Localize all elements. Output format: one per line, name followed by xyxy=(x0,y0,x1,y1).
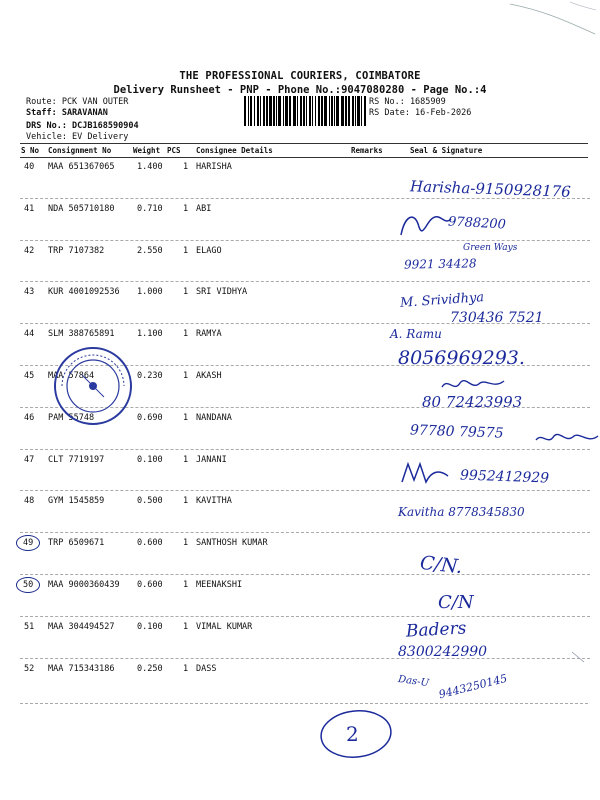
handwriting-row44-name: A. Ramu xyxy=(390,327,442,341)
barcode-bar xyxy=(300,96,302,126)
table-row xyxy=(0,622,600,662)
row-consignment-no: MAA 304494527 xyxy=(48,622,115,632)
row-consignment-no: CLT 7719197 xyxy=(48,455,105,465)
table-row xyxy=(0,664,600,704)
handwriting-row49: C/N. xyxy=(418,551,464,579)
table-row xyxy=(0,204,600,244)
row-consignment-no: MAA 651367065 xyxy=(48,162,115,172)
row-separator xyxy=(20,574,590,575)
barcode-bar xyxy=(324,96,327,126)
route-label: Route: PCK VAN OUTER xyxy=(26,97,129,107)
row-consignee: MEENAKSHI xyxy=(196,580,243,590)
handwriting-row45-phone: 80 72423993 xyxy=(422,393,523,411)
runsheet-subtitle: Delivery Runsheet - PNP - Phone No.:9047080280 - Page No.:4 xyxy=(113,84,487,96)
row-consignee: VIMAL KUMAR xyxy=(196,622,253,632)
barcode-bar xyxy=(283,96,284,126)
col-consignee: Consignee Details xyxy=(196,146,273,155)
barcode-bar xyxy=(278,96,281,126)
row-sno: 45 xyxy=(24,371,35,381)
row-sno: 51 xyxy=(24,622,35,632)
row-weight: 1.100 xyxy=(137,329,163,339)
barcode-bar xyxy=(285,96,288,126)
handwriting-row51-phone: 8300242990 xyxy=(398,644,488,660)
row-separator xyxy=(20,532,590,533)
row-consignee: SANTHOSH KUMAR xyxy=(196,538,268,548)
handwriting-row41-phone: 9788200 xyxy=(447,214,507,233)
row-consignment-no: TRP 7107382 xyxy=(48,246,105,256)
header-bottom-rule xyxy=(20,157,588,158)
row-weight: 0.600 xyxy=(137,580,163,590)
row-sno: 50 xyxy=(16,577,40,593)
barcode-bar xyxy=(334,96,335,126)
barcode-bar xyxy=(257,96,259,126)
row-pcs: 1 xyxy=(183,413,189,423)
row-pcs: 1 xyxy=(183,496,189,506)
barcode-bar xyxy=(244,96,246,126)
row-consignee: NANDANA xyxy=(196,413,232,423)
signature-row41 xyxy=(395,205,455,245)
row-pcs: 1 xyxy=(183,204,189,214)
barcode-bar xyxy=(273,96,275,126)
barcode-bar xyxy=(263,96,265,126)
col-consignment: Consignment No xyxy=(48,146,112,155)
table-row xyxy=(0,538,600,578)
row-separator xyxy=(20,449,590,450)
barcode-bar xyxy=(352,96,354,126)
pen-tick-right xyxy=(570,648,590,668)
barcode-bar xyxy=(269,96,272,126)
row-weight: 1.000 xyxy=(137,287,163,297)
barcode-bar xyxy=(315,96,316,126)
signature-row47 xyxy=(398,460,458,486)
barcode-bar xyxy=(260,96,261,126)
row-pcs: 1 xyxy=(183,538,189,548)
table-row xyxy=(0,580,600,620)
row-consignment-no: SLM 388765891 xyxy=(48,329,115,339)
barcode-bar xyxy=(321,96,323,126)
handwriting-row41-note: Green Ways xyxy=(463,243,518,253)
barcode-bar xyxy=(303,96,305,126)
row-weight: 0.600 xyxy=(137,538,163,548)
row-sno: 43 xyxy=(24,287,35,297)
barcode-bar xyxy=(364,96,366,126)
handwriting-row52-phone: 9443250145 xyxy=(437,671,509,702)
row-consignment-no: MAA 715343186 xyxy=(48,664,115,674)
barcode-bar xyxy=(345,96,347,126)
row-sno: 47 xyxy=(24,455,35,465)
row-pcs: 1 xyxy=(183,580,189,590)
handwriting-row51-name: Baders xyxy=(405,618,467,642)
handwriting-row43-phone: 730436 7521 xyxy=(450,310,544,326)
company-title: THE PROFESSIONAL COURIERS, COIMBATORE xyxy=(179,70,421,82)
barcode-bar xyxy=(248,96,249,126)
row-sno: 40 xyxy=(24,162,35,172)
barcode xyxy=(244,96,366,126)
company-stamp xyxy=(52,345,134,427)
barcode-bar xyxy=(355,96,356,126)
barcode-bar xyxy=(336,96,339,126)
handwriting-row47-phone: 9952412929 xyxy=(459,467,550,487)
barcode-bar xyxy=(293,96,296,126)
barcode-bar xyxy=(250,96,252,126)
drs-label: DRS No.: DCJB168590904 xyxy=(26,121,139,131)
row-pcs: 1 xyxy=(183,162,189,172)
row-consignee: AKASH xyxy=(196,371,222,381)
barcode-bar xyxy=(312,96,313,126)
barcode-bar xyxy=(331,96,333,126)
row-weight: 0.250 xyxy=(137,664,163,674)
vehicle-label: Vehicle: EV Delivery xyxy=(26,132,129,142)
row-consignee: RAMYA xyxy=(196,329,222,339)
row-consignment-no: PAM 55748 xyxy=(48,413,95,423)
handwriting-row50: C/N xyxy=(438,592,474,613)
row-consignment-no: MAA 57864 xyxy=(48,371,95,381)
row-pcs: 1 xyxy=(183,246,189,256)
row-weight: 0.230 xyxy=(137,371,163,381)
row-weight: 1.400 xyxy=(137,162,163,172)
col-pcs: PCS xyxy=(167,146,181,155)
row-sno: 46 xyxy=(24,413,35,423)
row-consignment-no: TRP 6509671 xyxy=(48,538,105,548)
barcode-bar xyxy=(289,96,291,126)
barcode-bar xyxy=(276,96,277,126)
col-sno: S No xyxy=(21,146,40,155)
row-pcs: 1 xyxy=(183,287,189,297)
barcode-bar xyxy=(297,96,298,126)
row-sno: 44 xyxy=(24,329,35,339)
row-weight: 0.100 xyxy=(137,622,163,632)
row-consignment-no: MAA 9000360439 xyxy=(48,580,120,590)
row-consignee: KAVITHA xyxy=(196,496,232,506)
table-bottom-rule xyxy=(20,703,588,704)
row-consignee: ELAGO xyxy=(196,246,222,256)
handwriting-row41-phone2: 9921 34428 xyxy=(403,256,477,272)
pen-scribble-top xyxy=(500,0,600,40)
rs-number: RS No.: 1685909 xyxy=(369,97,446,107)
rs-date: RS Date: 16-Feb-2026 xyxy=(369,108,472,118)
col-seal: Seal & Signature xyxy=(410,146,483,155)
header-top-rule xyxy=(20,143,588,144)
handwriting-row52-name: Das-U xyxy=(397,673,430,690)
barcode-bar xyxy=(361,96,362,126)
row-weight: 0.500 xyxy=(137,496,163,506)
barcode-bar xyxy=(329,96,330,126)
row-pcs: 1 xyxy=(183,455,189,465)
barcode-bar xyxy=(341,96,344,126)
row-consignee: SRI VIDHYA xyxy=(196,287,248,297)
row-consignee: HARISHA xyxy=(196,162,232,172)
row-weight: 0.690 xyxy=(137,413,163,423)
signature-row46 xyxy=(534,428,600,448)
handwriting-row46-phone: 97780 79575 xyxy=(409,422,504,442)
row-separator xyxy=(20,616,590,617)
barcode-bar xyxy=(348,96,350,126)
row-sno: 41 xyxy=(24,204,35,214)
staff-label: Staff: SARAVANAN xyxy=(26,108,108,118)
row-consignee: JANANI xyxy=(196,455,227,465)
barcode-bar xyxy=(309,96,311,126)
row-pcs: 1 xyxy=(183,622,189,632)
page-count-mark: 2 xyxy=(346,722,359,746)
row-separator xyxy=(20,281,590,282)
barcode-bar xyxy=(266,96,268,126)
barcode-bar xyxy=(254,96,255,126)
handwriting-row43-name: M. Srividhya xyxy=(399,290,485,311)
row-consignee: ABI xyxy=(196,204,212,214)
row-weight: 0.100 xyxy=(137,455,163,465)
row-consignment-no: GYM 1545859 xyxy=(48,496,105,506)
handwriting-row44-phone: 8056969293. xyxy=(398,347,525,369)
barcode-bar xyxy=(318,96,320,126)
row-sno: 48 xyxy=(24,496,35,506)
rs-info xyxy=(369,97,471,119)
row-consignment-no: NDA 505710180 xyxy=(48,204,115,214)
row-weight: 2.550 xyxy=(137,246,163,256)
signature-row45 xyxy=(438,375,508,395)
col-remarks: Remarks xyxy=(351,146,383,155)
row-pcs: 1 xyxy=(183,664,189,674)
handwriting-row48: Kavitha 8778345830 xyxy=(398,505,525,519)
row-weight: 0.710 xyxy=(137,204,163,214)
col-weight: Weight xyxy=(133,146,161,155)
row-separator xyxy=(20,240,590,241)
row-sno: 52 xyxy=(24,664,35,674)
row-separator xyxy=(20,490,590,491)
barcode-bar xyxy=(357,96,360,126)
row-consignment-no: KUR 4001092536 xyxy=(48,287,120,297)
row-pcs: 1 xyxy=(183,329,189,339)
row-separator xyxy=(20,658,590,659)
row-sno: 49 xyxy=(16,535,40,551)
row-consignee: DASS xyxy=(196,664,217,674)
handwriting-row40: Harisha-9150928176 xyxy=(409,177,572,201)
barcode-bar xyxy=(306,96,307,126)
row-sno: 42 xyxy=(24,246,35,256)
row-pcs: 1 xyxy=(183,371,189,381)
